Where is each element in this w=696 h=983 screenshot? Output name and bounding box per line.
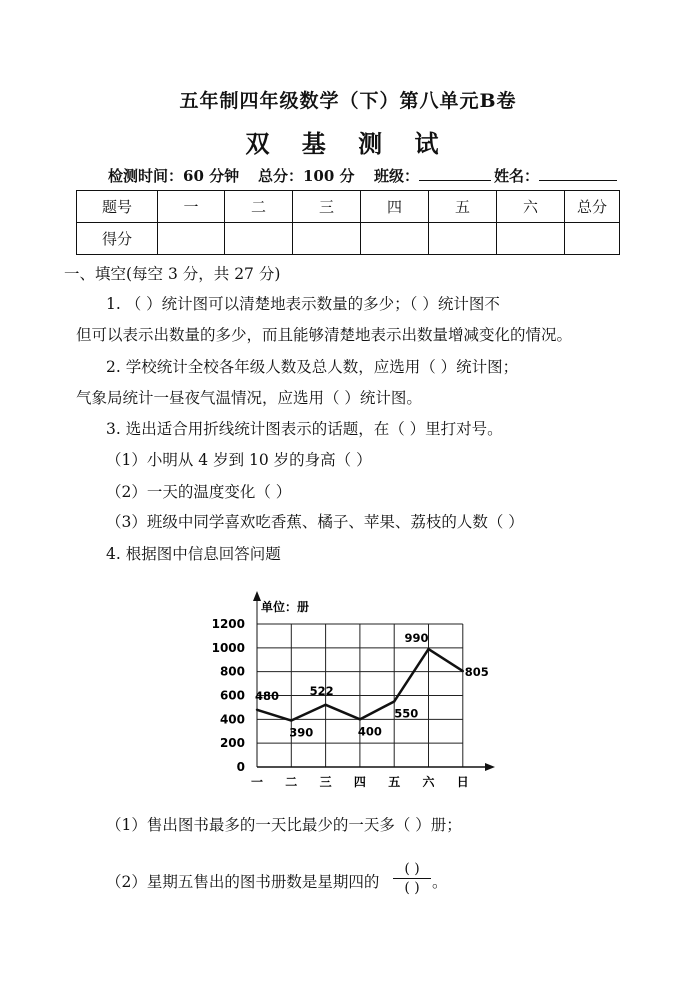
time-label: 检测时间：60 分钟 — [108, 167, 240, 185]
x-tick-label: 二 — [285, 775, 298, 789]
q2-line1: 2. 学校统计全校各年级人数及总人数，应选用（ ）统计图； — [106, 358, 519, 376]
data-point — [290, 719, 292, 721]
header-cell: 六 — [497, 191, 565, 223]
y-tick-label: 600 — [219, 688, 245, 703]
header-cell: 总分 — [565, 191, 620, 223]
q1-line1: 1. （ ）统计图可以清楚地表示数量的多少；（ ）统计图不 — [106, 295, 500, 313]
data-label: 990 — [404, 631, 429, 646]
q3-option-3: （3）班级中同学喜欢吃香蕉、橘子、苹果、荔枝的人数（ ） — [106, 513, 524, 531]
data-point — [324, 704, 326, 706]
fraction-denominator[interactable]: ( ) — [404, 880, 420, 896]
data-point — [393, 700, 395, 702]
q3-text: 3. 选出适合用折线统计图表示的话题，在（ ）里打对号。 — [106, 420, 503, 438]
q3-option-2: （2）一天的温度变化（ ） — [106, 483, 292, 501]
class-label: 班级： — [374, 167, 420, 185]
y-tick-label: 200 — [219, 736, 245, 751]
data-label: 522 — [309, 683, 334, 698]
x-tick-label: 日 — [456, 775, 469, 789]
chart-ylabel: 单位：册 — [261, 600, 310, 614]
data-label: 400 — [357, 724, 382, 739]
data-point — [256, 709, 258, 711]
y-tick-label: 400 — [219, 712, 245, 727]
chart-grid — [254, 624, 463, 767]
x-tick-label: 三 — [319, 775, 332, 789]
data-point — [462, 670, 464, 672]
x-axis-arrow — [485, 763, 495, 771]
header-cell: 四 — [361, 191, 429, 223]
q4-part2: （2）星期五售出的图书册数是星期四的 — [106, 873, 380, 891]
q1-line2: 但可以表示出数量的多少，而且能够清楚地表示出数量增减变化的情况。 — [76, 326, 573, 344]
fraction — [393, 860, 431, 897]
x-tick-label: 六 — [422, 775, 435, 789]
header-cell: 三 — [293, 191, 361, 223]
header-cell: 一 — [158, 191, 225, 223]
data-label: 805 — [464, 665, 489, 680]
row-label: 得分 — [77, 223, 158, 255]
header-cell: 二 — [225, 191, 293, 223]
q4-part2-end: 。 — [432, 873, 448, 891]
y-tick-label: 1200 — [211, 617, 245, 631]
q4-text: 4. 根据图中信息回答问题 — [106, 545, 281, 563]
data-label: 550 — [394, 706, 419, 721]
section1-heading: 一、填空(每空 3 分，共 27 分) — [64, 265, 281, 283]
y-axis-arrow — [253, 591, 261, 601]
y-tick-label: 0 — [236, 760, 245, 774]
exam-title: 五年制四年级数学（下）第八单元B卷 — [179, 90, 517, 112]
name-label: 姓名： — [494, 167, 540, 185]
y-tick-label: 1000 — [211, 640, 245, 655]
header-cell: 五 — [429, 191, 497, 223]
y-tick-label: 800 — [219, 664, 245, 679]
data-label: 480 — [254, 688, 280, 703]
data-point — [359, 718, 361, 720]
data-label: 390 — [289, 725, 314, 740]
q4-part1: （1）售出图书最多的一天比最少的一天多（ ）册； — [106, 816, 462, 834]
x-tick-label: 一 — [250, 775, 264, 789]
q3-option-1: （1）小明从 4 岁到 10 岁的身高（ ） — [106, 451, 372, 469]
fraction-numerator[interactable]: ( ) — [404, 861, 420, 877]
data-point — [427, 648, 429, 650]
x-tick-label: 四 — [353, 775, 366, 789]
header-cell: 题号 — [77, 191, 158, 223]
exam-subtitle: 双 基 测 试 — [245, 129, 451, 158]
x-tick-label: 五 — [388, 775, 401, 789]
q2-line2: 气象局统计一昼夜气温情况，应选用（ ）统计图。 — [76, 389, 422, 407]
total-label: 总分：100 分 — [258, 167, 355, 185]
chart-marks — [255, 631, 489, 740]
